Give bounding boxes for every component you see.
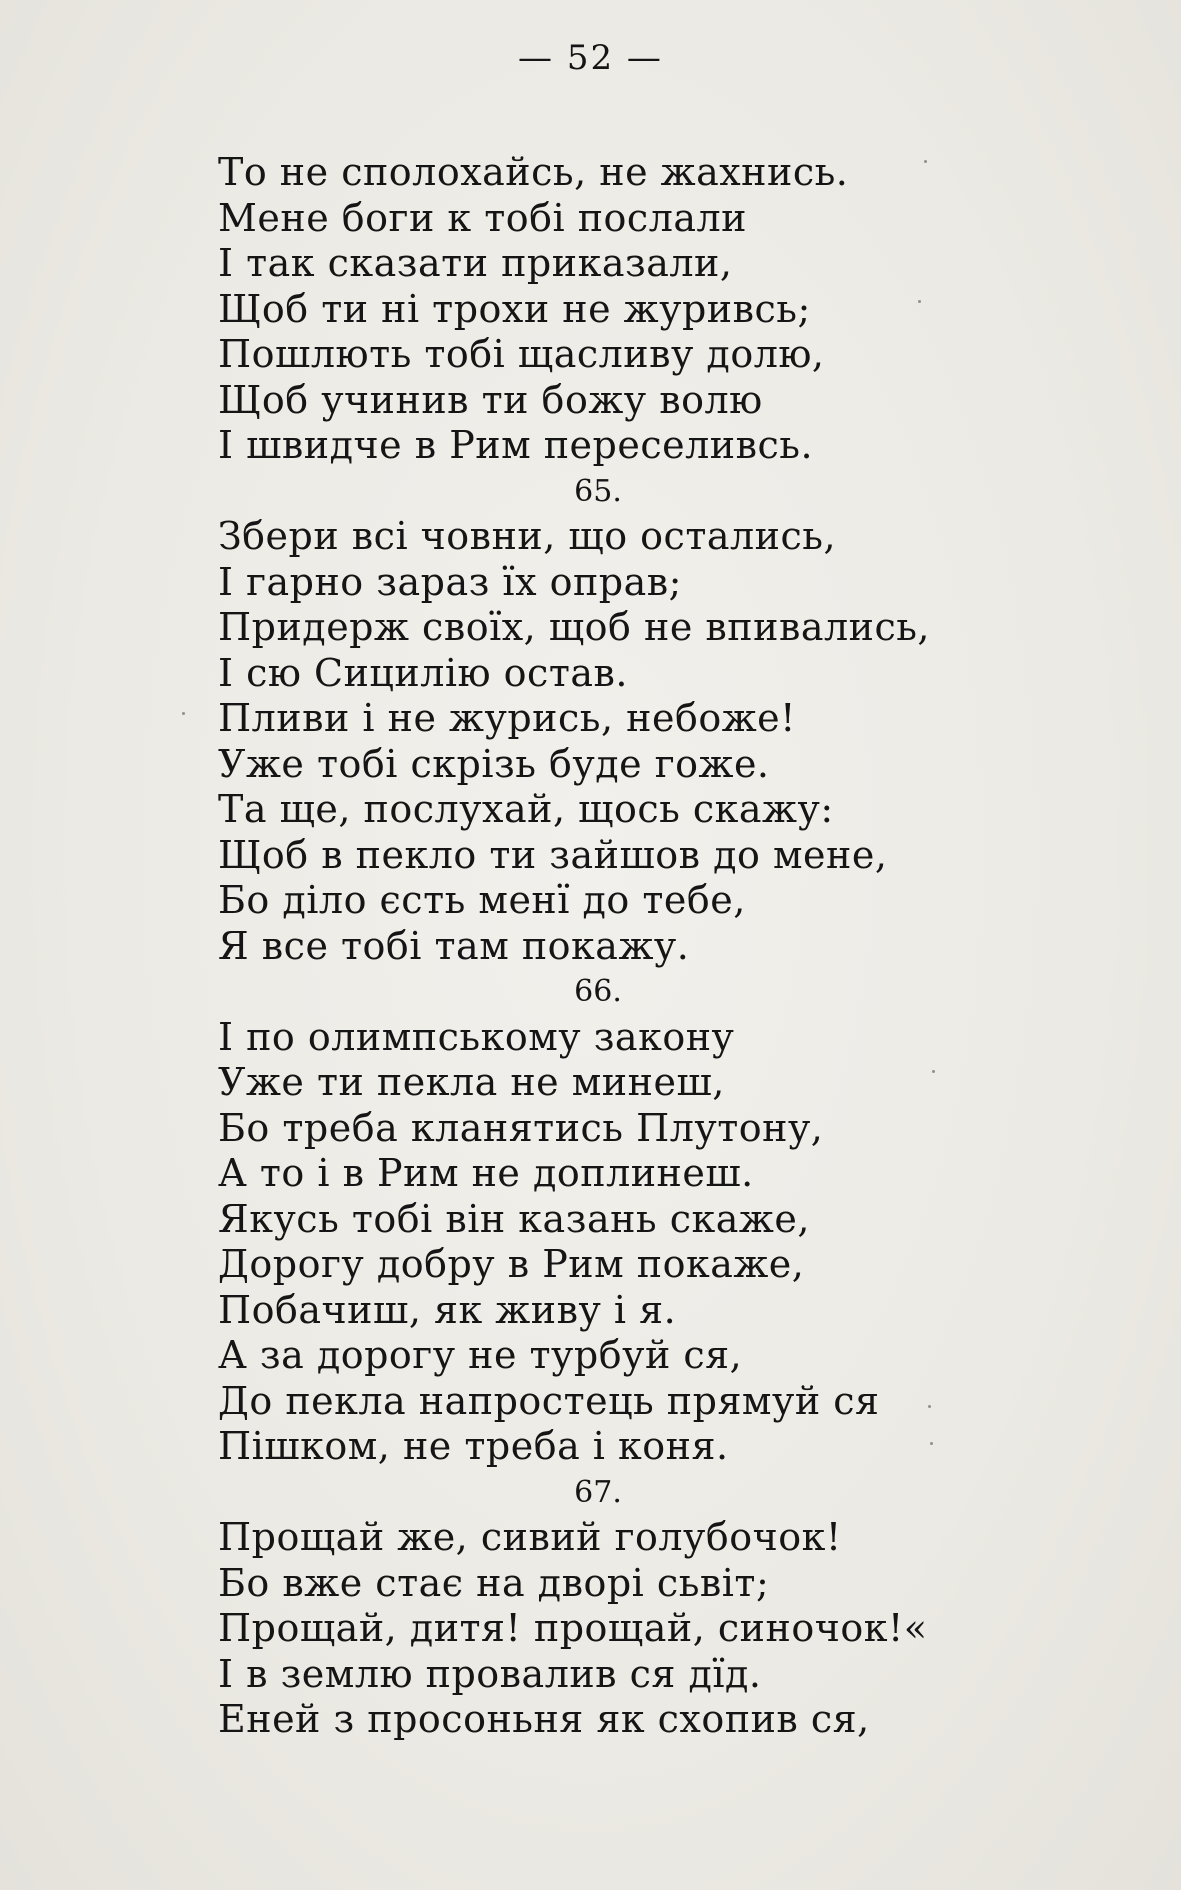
verse-line: І сю Сицилію остав. xyxy=(218,650,628,695)
verse-line: Якусь тобі він казань скаже, xyxy=(218,1196,810,1241)
verse-line: І швидче в Рим переселивсь. xyxy=(218,423,814,467)
verse-line: До пекла напростець прямуй ся xyxy=(218,1378,880,1423)
verse-line: Побачиш, як живу і я. xyxy=(218,1287,677,1332)
verse-line: Пішком, не треба і коня. xyxy=(218,1424,729,1468)
verse-line: Бо діло єсть менї до тебе, xyxy=(218,878,746,922)
verse-line: І по олимпському закону xyxy=(218,1014,735,1059)
verse-line: Еней з просоньня як схопив ся, xyxy=(218,1697,870,1741)
stanza xyxy=(218,969,978,1470)
print-speck xyxy=(930,1442,933,1445)
verse-line: Прощай же, сивий голубочок! xyxy=(218,1515,842,1559)
print-speck xyxy=(918,300,921,303)
stanza xyxy=(218,469,978,970)
verse-line: То не сполохайсь, не жахнись. xyxy=(218,150,849,194)
verse-line: Мене боги к тобі послали xyxy=(218,195,747,240)
verse-line: Дорогу добру в Рим покаже, xyxy=(218,1242,805,1286)
verse-line: Щоб учинив ти божу волю xyxy=(218,377,763,422)
page-number: — 52 — xyxy=(518,38,663,78)
verse-line: А за дорогу не турбуй ся, xyxy=(218,1333,743,1377)
print-speck xyxy=(182,712,185,715)
verse-line: Щоб в пекло ти зайшов до мене, xyxy=(218,832,888,877)
print-speck xyxy=(932,1070,935,1073)
verse-line: І так сказати приказали, xyxy=(218,241,733,285)
verse-line: Уже тобі скрізь буде гоже. xyxy=(218,741,770,786)
verse-line: І в землю провалив ся дїд. xyxy=(218,1651,762,1696)
stanza xyxy=(218,150,978,469)
verse-line: Збери всі човни, що остались, xyxy=(218,514,837,558)
verse-line: Бо треба кланятись Плутону, xyxy=(218,1105,824,1150)
verse-line: Прощай, дитя! прощай, синочок!« xyxy=(218,1606,928,1650)
verse-line: Бо вже стає на дворі сьвіт; xyxy=(218,1560,770,1605)
verse-line: А то і в Рим не доплинеш. xyxy=(218,1151,754,1195)
verse-line: І гарно зараз їх оправ; xyxy=(218,559,682,604)
print-speck xyxy=(928,1405,931,1408)
stanza-number: 65. xyxy=(574,473,622,509)
verse-line: Пливи і не журись, небоже! xyxy=(218,696,796,740)
verse-line: Та ще, послухай, щось скажу: xyxy=(218,787,834,831)
print-speck xyxy=(924,160,927,163)
verse-line: Щоб ти ні трохи не журивсь; xyxy=(218,286,811,331)
verse-line: Уже ти пекла не минеш, xyxy=(218,1060,725,1104)
stanza-number: 66. xyxy=(574,974,622,1009)
stanza xyxy=(218,1470,978,1743)
stanza-number: 67. xyxy=(574,1474,622,1510)
verse-line: Пошлють тобі щасливу долю, xyxy=(218,332,825,376)
verse-line: Я все тобі там покажу. xyxy=(218,923,690,968)
poem-text xyxy=(218,150,978,1743)
verse-line: Придерж своїх, щоб не впивались, xyxy=(218,605,931,649)
